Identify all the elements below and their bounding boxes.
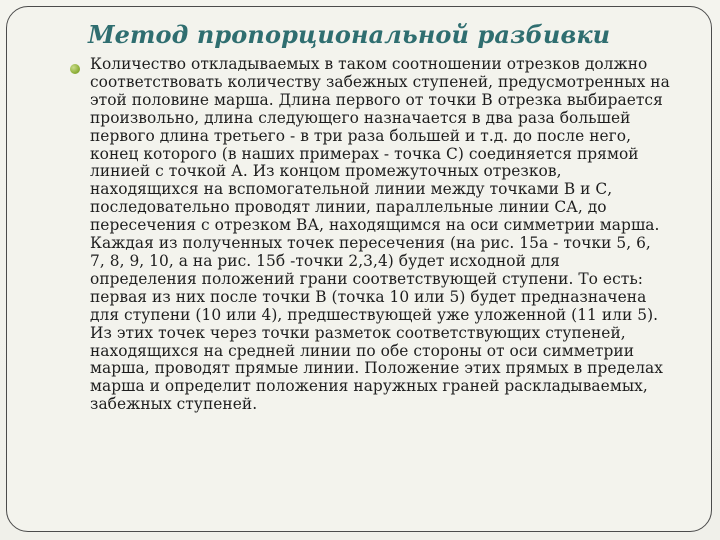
body-text: Количество откладываемых в таком соотношении отрезков должно соответствовать количеству забежных ступеней, предусмотренных на этой половине марша. Длина первого от точки В отрезка выбирается произвольно, длина следующего назначается в два раза большей первого длина третьего - в три раза большей и т.д. до после него, конец которого (в наших примерах - точка С) соединяется прямой линией с точкой А. Из концом промежуточных отрезков, находящихся на вспомогательной линии между точками В и С, последовательно проводят линии, параллельные линии СА, до пересечения с отрезком ВА, находящимся на оси симметрии марша. Каждая из полученных точек пересечения (на рис. 15а - точки 5, 6, 7, 8, 9, 10, а на рис. 15б -точки 2,3,4) будет исходной для определения положений грани соответствующей ступени. То есть: первая из них после точки В (точка 10 или 5) будет предназначена для ступени (10 или 4), предшествующей уже уложенной (11 или 5). Из этих точек через точки разметок соответствующих ступеней, находящихся на средней линии по обе стороны от оси симметрии марша, проводят прямые линии. Положение этих прямых в пределах марша и определит положения наружных граней раскладываемых, забежных ступеней. bbox=[90, 55, 670, 414]
slide-title: Метод пропорциональной разбивки bbox=[88, 20, 611, 49]
bullet-icon bbox=[70, 64, 80, 74]
bullet-paragraph bbox=[70, 56, 670, 414]
